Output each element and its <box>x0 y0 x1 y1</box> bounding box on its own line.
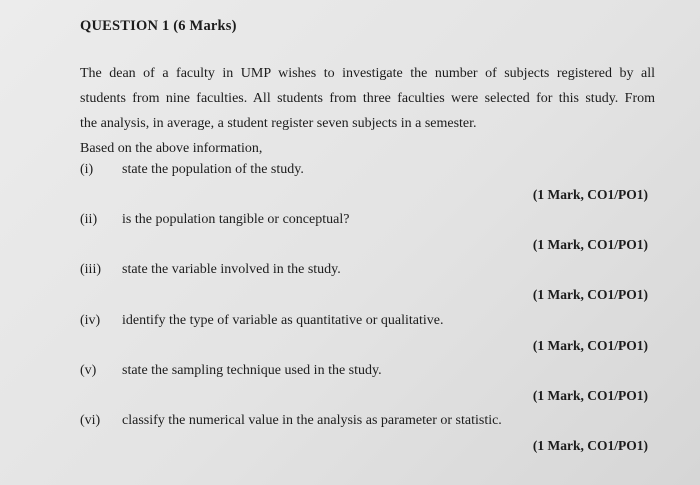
question-title: QUESTION 1 (6 Marks) <box>80 18 237 34</box>
paragraph-line: Based on the above information, <box>80 141 263 156</box>
sub-question-text: state the variable involved in the study. <box>122 262 341 277</box>
sub-question-number: (vi) <box>80 413 101 428</box>
sub-question-number: (iii) <box>80 262 101 277</box>
sub-question-number: (i) <box>80 162 94 177</box>
sub-question-number: (ii) <box>80 212 98 227</box>
paragraph-line: The dean of a faculty in UMP wishes to investigate the number of subjects registered by all <box>80 66 655 81</box>
marks-label: (1 Mark, CO1/PO1) <box>532 237 648 252</box>
sub-question-text: classify the numerical value in the analysis as parameter or statistic. <box>122 413 502 428</box>
marks-label: (1 Mark, CO1/PO1) <box>532 187 648 202</box>
marks-label: (1 Mark, CO1/PO1) <box>532 338 648 353</box>
sub-question-text: is the population tangible or conceptual? <box>122 212 350 227</box>
sub-question-text: identify the type of variable as quantitative or qualitative. <box>122 313 444 328</box>
marks-label: (1 Mark, CO1/PO1) <box>532 388 648 403</box>
marks-label: (1 Mark, CO1/PO1) <box>532 438 648 453</box>
sub-question-number: (iv) <box>80 313 101 328</box>
sub-question-text: state the population of the study. <box>122 162 304 177</box>
marks-label: (1 Mark, CO1/PO1) <box>532 287 648 302</box>
question-paragraph <box>80 61 655 161</box>
paragraph-line: students from nine faculties. All students from three faculties were selected for this study. From <box>80 91 655 106</box>
paragraph-line: the analysis, in average, a student register seven subjects in a semester. <box>80 116 477 131</box>
sub-question-number: (v) <box>80 363 97 378</box>
sub-question-text: state the sampling technique used in the study. <box>122 363 382 378</box>
